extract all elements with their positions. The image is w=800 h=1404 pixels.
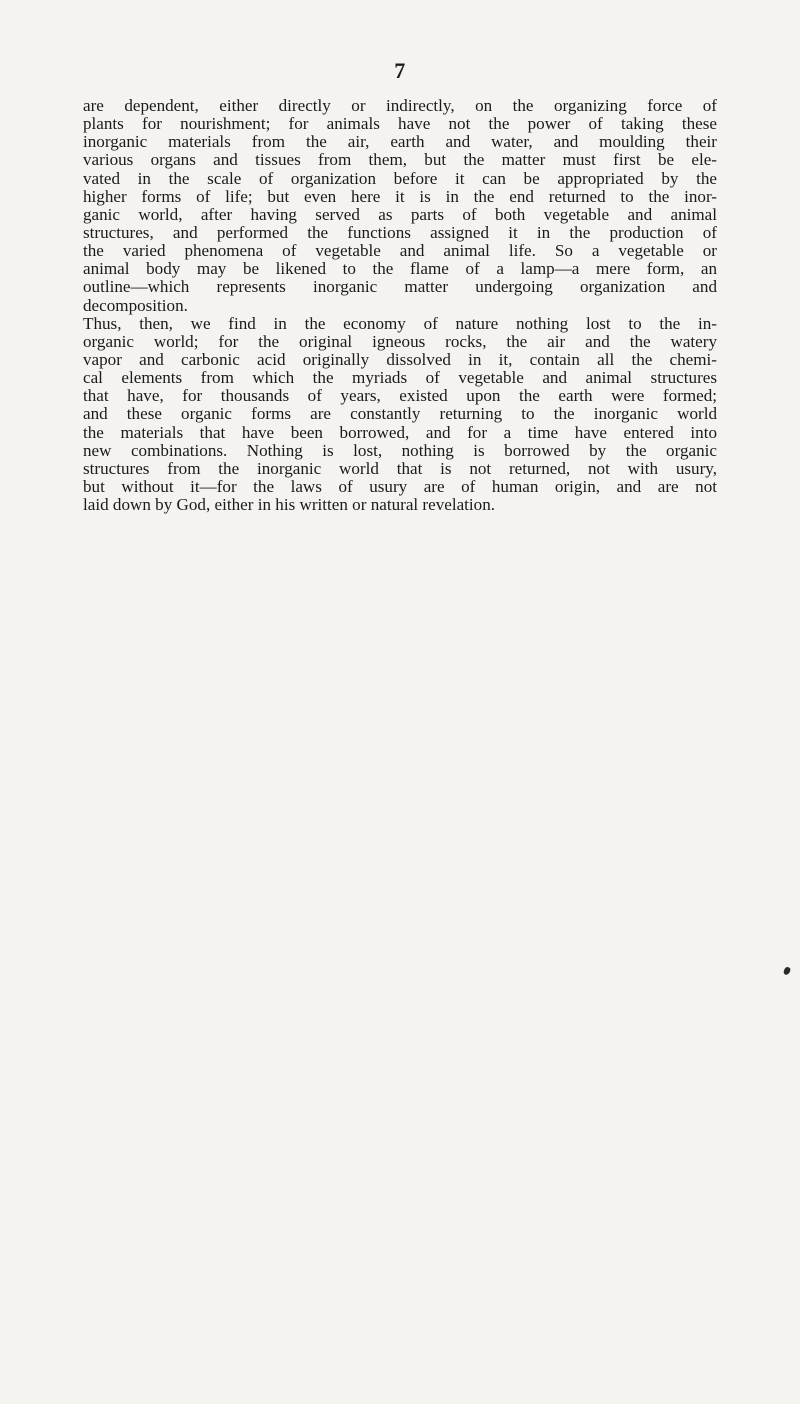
text-line: structures, and performed the functions assigned it in the production of [83, 222, 717, 242]
text-line: higher forms of life; but even here it is in the end returned to the inor- [83, 186, 717, 206]
text-line: the materials that have been borrowed, and for a time have entered into [83, 422, 717, 442]
text-line: but without it—for the laws of usury are of human origin, and are not [83, 476, 717, 496]
text-line: cal elements from which the myriads of vegetable and animal structures [83, 368, 717, 388]
paragraph-2 [83, 315, 717, 515]
ink-speck [783, 966, 791, 976]
text-line: plants for nourishment; for animals have not the power of taking these [83, 114, 717, 134]
text-line: organic world; for the original igneous rocks, the air and the watery [83, 331, 717, 351]
text-line: the varied phenomena of vegetable and animal life. So a vegetable or [83, 241, 717, 261]
text-line: outline—which represents inorganic matter undergoing organization and [83, 277, 717, 297]
text-line: are dependent, either directly or indirectly, on the organizing force of [83, 96, 717, 115]
text-line: laid down by God, either in his written or natural revelation. [83, 495, 496, 515]
text-line: new combinations. Nothing is lost, nothing is borrowed by the organic [83, 440, 717, 460]
text-line: inorganic materials from the air, earth and water, and moulding their [83, 132, 717, 152]
text-line: ganic world, after having served as parts of both vegetable and animal [83, 204, 717, 224]
text-line: vated in the scale of organization before it can be appropriated by the [83, 168, 717, 188]
text-line: various organs and tissues from them, but the matter must first be ele- [83, 150, 717, 170]
text-line: animal body may be likened to the flame of a lamp—a mere form, an [83, 259, 717, 279]
text-line: structures from the inorganic world that is not returned, not with usury, [83, 458, 717, 478]
text-line: decomposition. [83, 295, 188, 315]
page-number: 7 [394, 58, 406, 83]
text-line: and these organic forms are constantly returning to the inorganic world [83, 404, 717, 424]
body-text [83, 97, 717, 514]
text-line: Thus, then, we find in the economy of nature nothing lost to the in- [83, 313, 717, 333]
text-line: that have, for thousands of years, existed upon the earth were formed; [83, 386, 717, 406]
text-line: vapor and carbonic acid originally dissolved in it, contain all the chemi- [83, 349, 717, 369]
paragraph-1 [83, 97, 717, 315]
